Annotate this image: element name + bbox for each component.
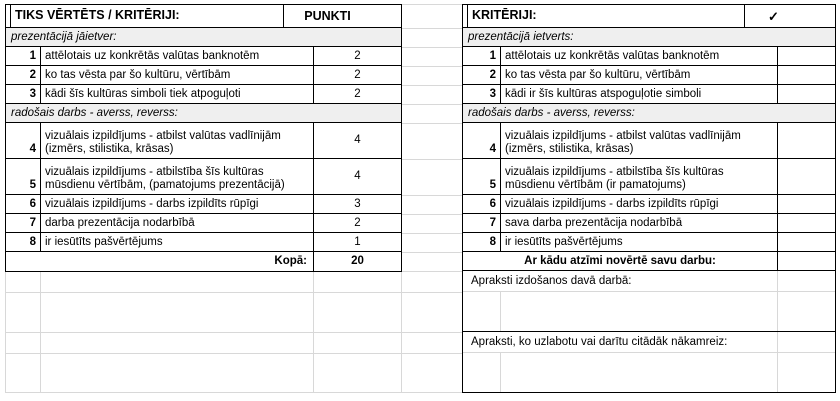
row-number: 5	[6, 159, 41, 194]
criterion-text: ko tas vēsta par šo kultūru, vērtībām	[501, 66, 778, 84]
points-rubric-table	[5, 4, 402, 272]
prompt-row	[463, 332, 835, 353]
criterion-text: darba prezentācija nodarbībā	[41, 214, 314, 232]
gridline	[402, 252, 462, 253]
gridline	[6, 353, 401, 354]
gridline	[402, 123, 462, 124]
row-number: 5	[463, 159, 501, 194]
gridline	[402, 66, 462, 67]
table-row	[463, 159, 835, 195]
check-cell[interactable]	[778, 123, 835, 158]
check-cell[interactable]	[778, 66, 835, 84]
check-cell[interactable]	[778, 233, 835, 251]
answer-area-row	[463, 292, 835, 332]
check-cell[interactable]	[778, 85, 835, 103]
table-row	[6, 47, 401, 66]
section-label: prezentācijā jāietver:	[6, 28, 401, 46]
gridline	[402, 85, 462, 86]
points-cell: 1	[354, 235, 361, 248]
total-row	[6, 252, 401, 271]
section-row	[6, 28, 401, 47]
gridline	[402, 47, 462, 48]
empty-cells-grid[interactable]	[5, 272, 402, 393]
self-assessment-table	[462, 4, 836, 393]
criterion-text: vizuālais izpildījums - atbilst valūtas vadlīnijām (izmērs, stilistika, krāsas)	[41, 123, 314, 158]
points-cell: 2	[354, 87, 361, 100]
check-cell[interactable]	[778, 195, 835, 213]
gridline	[402, 214, 462, 215]
points-cell: 2	[354, 216, 361, 229]
empty-cell[interactable]	[778, 332, 835, 352]
row-number: 4	[463, 123, 501, 158]
criterion-text: ir iesūtīts pašvērtējums	[41, 233, 314, 251]
section-label: prezentācijā ietverts:	[463, 28, 835, 46]
row-number: 1	[6, 47, 41, 65]
gridline	[402, 195, 462, 196]
grade-input-cell[interactable]	[778, 252, 835, 270]
rubric-title: TIKS VĒRTĒTS / KRITĒRIJI:	[11, 5, 284, 27]
table-row	[6, 233, 401, 252]
criterion-text: attēlotais uz konkrētās valūtas banknotēm	[501, 47, 778, 65]
table-row	[463, 47, 835, 66]
table-row	[463, 66, 835, 85]
criterion-text: kādi ir šīs kultūras atspoguļotie simboli	[501, 85, 778, 103]
table-row	[463, 195, 835, 214]
answer-input-area[interactable]	[501, 353, 778, 392]
empty-cell[interactable]	[463, 353, 501, 392]
row-number: 3	[463, 85, 501, 103]
criterion-text: attēlotais uz konkrētās valūtas banknotēm	[41, 47, 314, 65]
table-row	[463, 123, 835, 159]
section-row	[463, 104, 835, 123]
prompt-row	[463, 271, 835, 292]
table-row	[463, 233, 835, 252]
row-number: 6	[6, 195, 41, 213]
row-number: 7	[463, 214, 501, 232]
criterion-text: vizuālais izpildījums - darbs izpildīts rūpīgi	[41, 195, 314, 213]
row-number: 8	[463, 233, 501, 251]
gridline	[402, 28, 462, 29]
row-number: 7	[6, 214, 41, 232]
total-label: Kopā:	[6, 252, 314, 271]
gridline	[6, 292, 401, 293]
criterion-text: vizuālais izpildījums - darbs izpildīts rūpīgi	[501, 195, 778, 213]
check-cell[interactable]	[778, 47, 835, 65]
prompt-success-label: Apraksti izdošanos davā darbā:	[463, 271, 778, 291]
points-cell: 2	[354, 68, 361, 81]
table-row	[6, 214, 401, 233]
section-label: radošais darbs - averss, reverss:	[463, 104, 835, 122]
table-row	[6, 123, 401, 159]
empty-cell[interactable]	[778, 271, 835, 291]
section-row	[6, 104, 401, 123]
answer-area-row	[463, 353, 835, 392]
grade-label: Ar kādu atzīmi novērtē savu darbu:	[463, 252, 778, 270]
empty-cell[interactable]	[778, 353, 835, 392]
gridline	[402, 353, 462, 354]
row-number: 1	[463, 47, 501, 65]
gap-gridline-column	[402, 4, 462, 393]
gridline	[40, 272, 41, 392]
gridline	[402, 104, 462, 105]
header-row	[6, 5, 401, 28]
empty-cell[interactable]	[778, 292, 835, 331]
row-number: 3	[6, 85, 41, 103]
total-value: 20	[351, 255, 364, 267]
points-cell: 2	[354, 49, 361, 62]
gridline	[402, 4, 462, 5]
gridline	[402, 292, 462, 293]
section-row	[463, 28, 835, 47]
checklist-title: KRITĒRIJI:	[468, 5, 745, 27]
prompt-improve-label: Apraksti, ko uzlabotu vai darītu citādāk nākamreiz:	[463, 332, 778, 352]
row-number: 2	[463, 66, 501, 84]
answer-input-area[interactable]	[501, 292, 778, 331]
row-number: 4	[6, 123, 41, 158]
header-row	[463, 5, 835, 28]
table-row	[6, 159, 401, 195]
checkmark-icon: ✓	[768, 8, 779, 24]
row-number: 6	[463, 195, 501, 213]
points-header: PUNKTI	[304, 8, 351, 23]
gridline	[402, 233, 462, 234]
points-cell: 4	[354, 134, 361, 146]
row-number: 8	[6, 233, 41, 251]
table-row	[6, 195, 401, 214]
empty-cell[interactable]	[463, 292, 501, 331]
points-cell: 4	[354, 170, 361, 182]
criterion-text: vizuālais izpildījums - atbilst valūtas vadlīnijām (izmērs, stilistika, krāsas)	[501, 123, 778, 158]
table-row	[6, 66, 401, 85]
section-label: radošais darbs - averss, reverss:	[6, 104, 401, 122]
gridline	[402, 159, 462, 160]
criterion-text: kādi šīs kultūras simboli tiek atpoguļoti	[41, 85, 314, 103]
criterion-text: vizuālais izpildījums - atbilstība šīs kultūras mūsdienu vērtībām (ir pamatojums)	[501, 159, 778, 194]
check-cell[interactable]	[778, 214, 835, 232]
gridline	[6, 332, 401, 333]
gridline	[402, 332, 462, 333]
check-cell[interactable]	[778, 159, 835, 194]
gridline	[402, 271, 462, 272]
table-row	[463, 214, 835, 233]
criterion-text: ir iesūtīts pašvērtējums	[501, 233, 778, 251]
gridline	[313, 272, 314, 392]
table-row	[463, 85, 835, 104]
criterion-text: vizuālais izpildījums - atbilstība šīs kultūras mūsdienu vērtībām, (pamatojums prezentācijā)	[41, 159, 314, 194]
table-row	[6, 85, 401, 104]
criterion-text: ko tas vēsta par šo kultūru, vērtībām	[41, 66, 314, 84]
gridline	[402, 392, 462, 393]
grade-row	[463, 252, 835, 271]
points-cell: 3	[354, 197, 361, 210]
criterion-text: sava darba prezentācija nodarbībā	[501, 214, 778, 232]
row-number: 2	[6, 66, 41, 84]
